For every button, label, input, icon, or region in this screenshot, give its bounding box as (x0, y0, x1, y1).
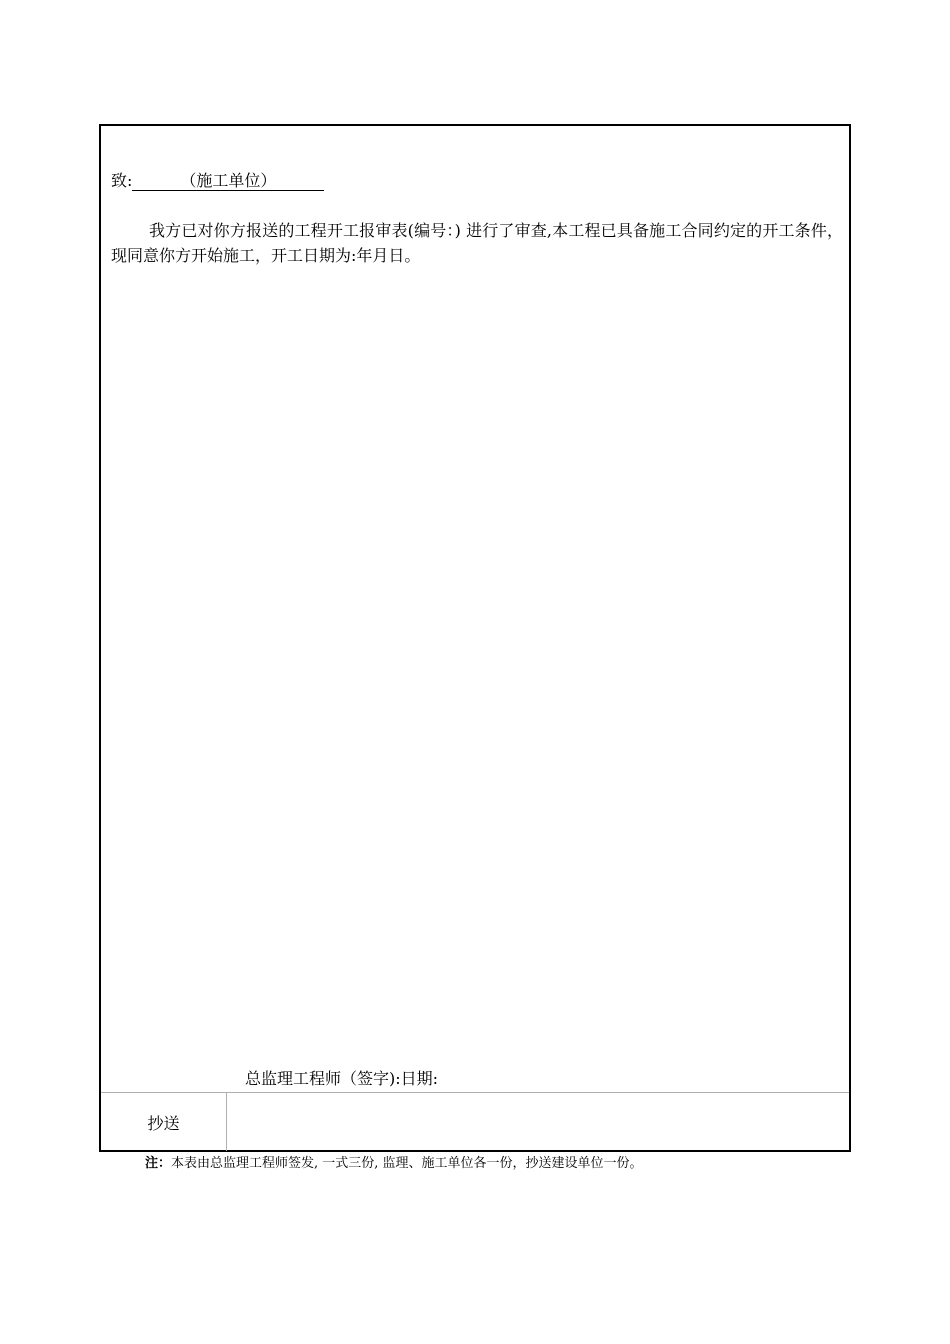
footnote-label: 注： (145, 1156, 172, 1171)
cc-value-field (227, 1093, 849, 1151)
footnote (145, 1155, 643, 1173)
recipient-field: （施工单位） (132, 172, 324, 191)
cc-label: 抄送 (101, 1093, 227, 1151)
start-order-form (99, 124, 851, 1152)
recipient-label: 致: (111, 171, 133, 190)
cc-row (101, 1092, 849, 1151)
signature-date-line: 总监理工程师（签字):日期: (245, 1069, 439, 1088)
approval-statement: 我方已对你方报送的工程开工报审表(编号：) 进行了审查,本工程已具备施工合同约定的开工条件，现同意你方开始施工，开工日期为:年月日。 (111, 221, 843, 265)
recipient-line (111, 170, 324, 192)
footnote-text: 本表由总监理工程师签发, 一式三份, 监理、施工单位各一份，抄送建设单位一份。 (171, 1156, 643, 1171)
